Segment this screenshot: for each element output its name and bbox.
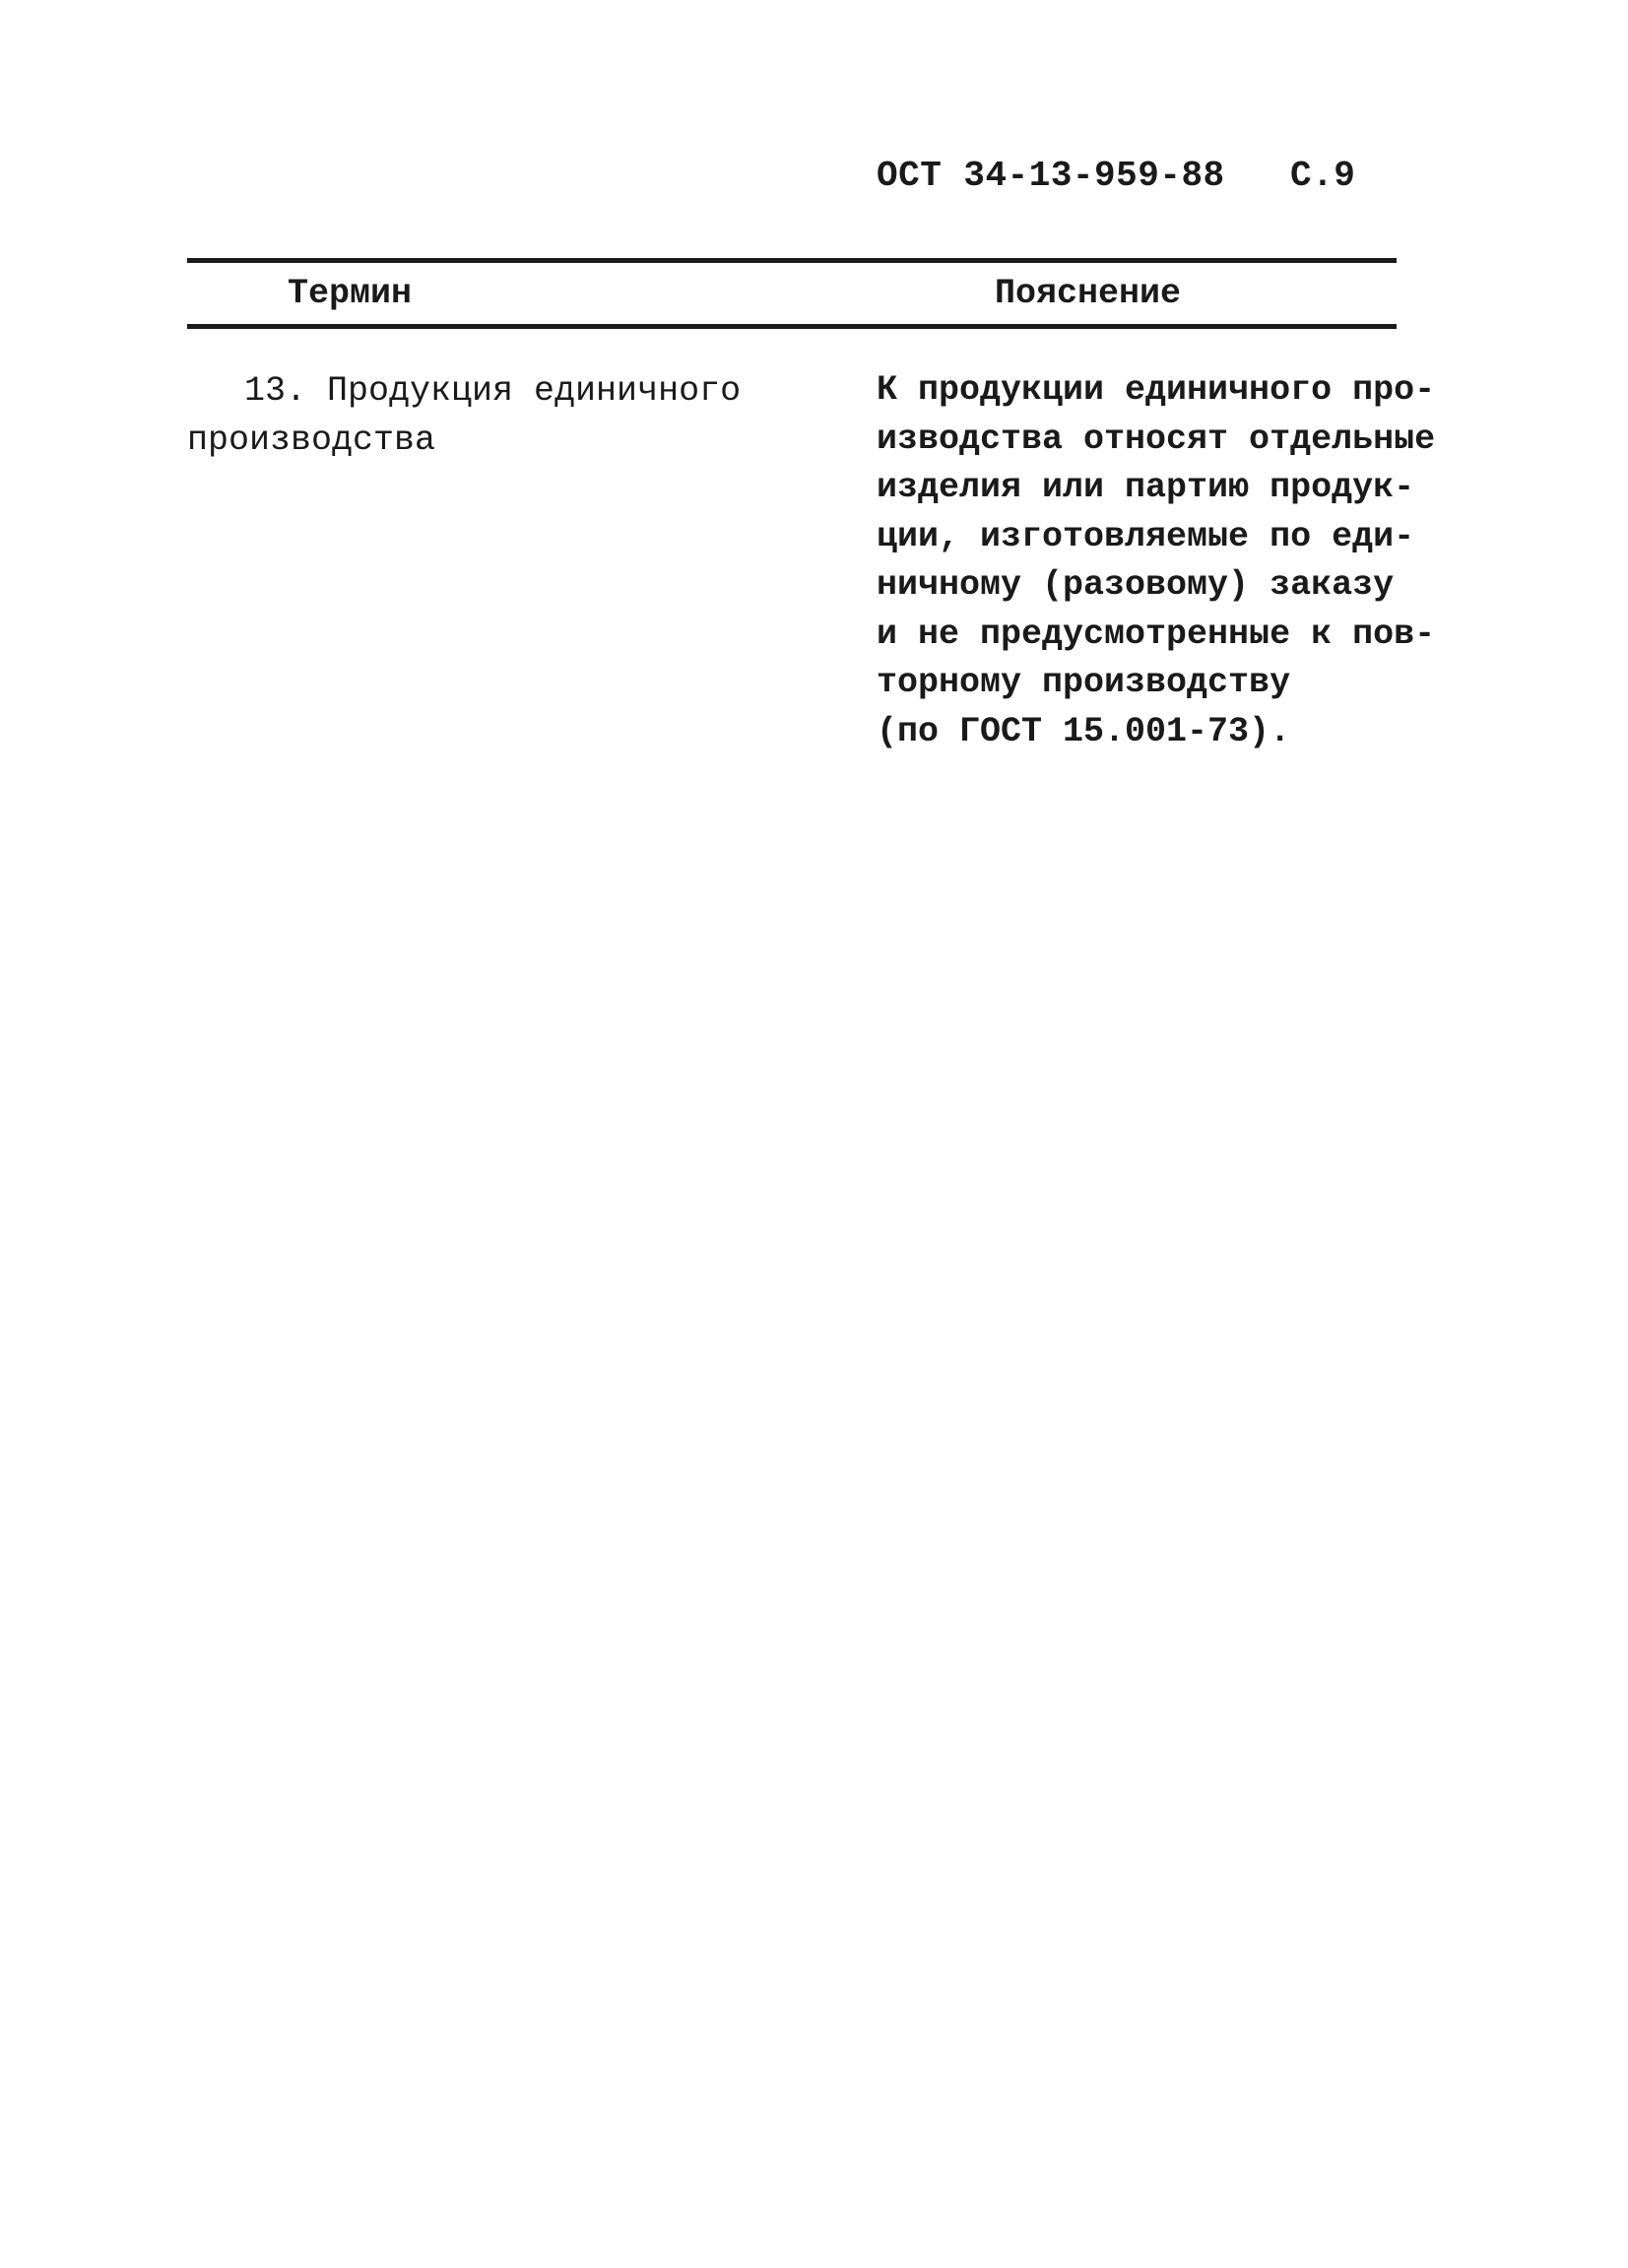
explanation-line: ничному (разовому) заказу: [877, 565, 1395, 605]
explanation-line: изделия или партию продук-: [877, 468, 1415, 507]
term-cell: [187, 366, 778, 465]
explanation-line: ции, изготовляемые по еди-: [877, 516, 1415, 556]
table-header-rule: [187, 324, 1397, 329]
explanation-line: К продукции единичного про-: [877, 370, 1436, 410]
document-code: ОСТ 34-13-959-88: [877, 156, 1225, 196]
page-number: С.9: [1290, 156, 1356, 196]
page-header: [877, 156, 1428, 205]
column-header-explanation: Пояснение: [995, 274, 1182, 313]
table-top-rule: [187, 258, 1397, 263]
explanation-line: и не предусмотренные к пов-: [877, 614, 1436, 654]
explanation-line: изводства относят отдельные: [877, 419, 1436, 459]
explanation-line: торному производству: [877, 663, 1291, 702]
explanation-line: (по ГОСТ 15.001-73).: [877, 711, 1291, 751]
term-line: производства: [187, 421, 436, 460]
column-header-term: Термин: [288, 274, 413, 313]
explanation-cell: [877, 366, 1436, 756]
term-line: 13. Продукция единичного: [244, 371, 742, 411]
